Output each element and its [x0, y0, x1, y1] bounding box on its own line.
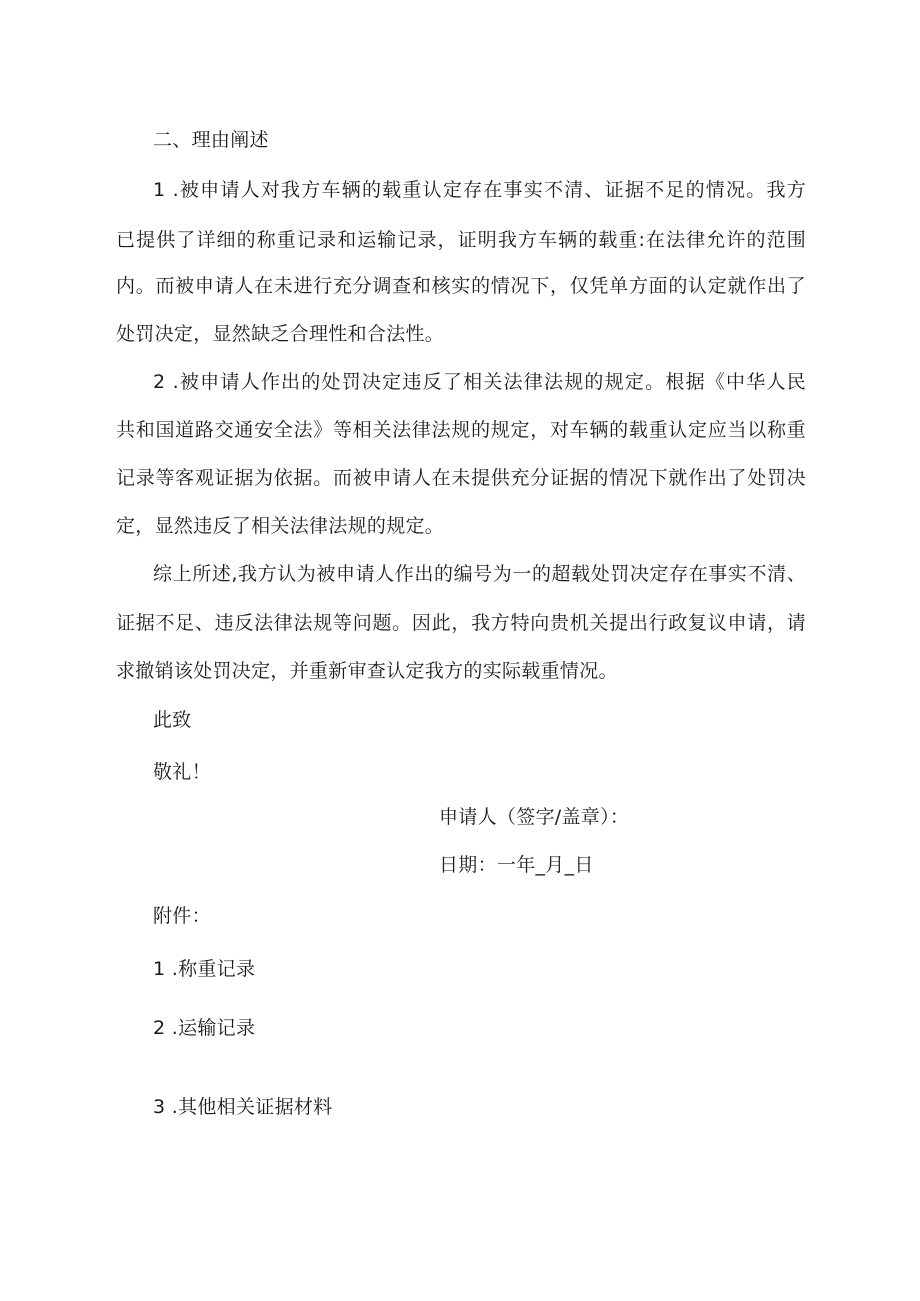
paragraph-line: 共和国道路交通安全法》等相关法律法规的规定，对车辆的载重认定应当以称重	[116, 419, 806, 441]
paragraph-line: 处罚决定，显然缺乏合理性和合法性。	[116, 323, 445, 345]
paragraph-line: 求撤销该处罚决定，并重新审查认定我方的实际载重情况。	[116, 660, 618, 682]
paragraph-line: 定，显然违反了相关法律法规的规定。	[116, 515, 445, 537]
attachment-item: 3 .其他相关证据材料	[153, 1096, 333, 1118]
date-line: 日期：一年_月_日	[439, 854, 594, 876]
section-heading: 二、理由阐述	[153, 129, 269, 151]
closing-regards: 敬礼！	[153, 761, 211, 783]
applicant-signature-line: 申请人（签字/盖章）：	[439, 806, 630, 828]
attachment-item: 1 .称重记录	[153, 958, 256, 980]
closing-salutation: 此致	[153, 709, 192, 731]
paragraph-line: 综上所述,我方认为被申请人作出的编号为一的超载处罚决定存在事实不清、	[153, 563, 806, 585]
paragraph-line: 记录等客观证据为依据。而被申请人在未提供充分证据的情况下就作出了处罚决	[116, 467, 806, 489]
attachments-heading: 附件：	[153, 905, 211, 927]
paragraph-line: 1 .被申请人对我方车辆的载重认定存在事实不清、证据不足的情况。我方	[153, 179, 806, 201]
paragraph-line: 证据不足、违反法律法规等问题。因此，我方特向贵机关提出行政复议申请，请	[116, 612, 806, 634]
paragraph-line: 已提供了详细的称重记录和运输记录，证明我方车辆的载重:在法律允许的范围	[116, 229, 806, 251]
paragraph-line: 2 .被申请人作出的处罚决定违反了相关法律法规的规定。根据《中华人民	[153, 371, 806, 393]
attachment-item: 2 .运输记录	[153, 1017, 256, 1039]
paragraph-line: 内。而被申请人在未进行充分调查和核实的情况下，仅凭单方面的认定就作出了	[116, 275, 806, 297]
